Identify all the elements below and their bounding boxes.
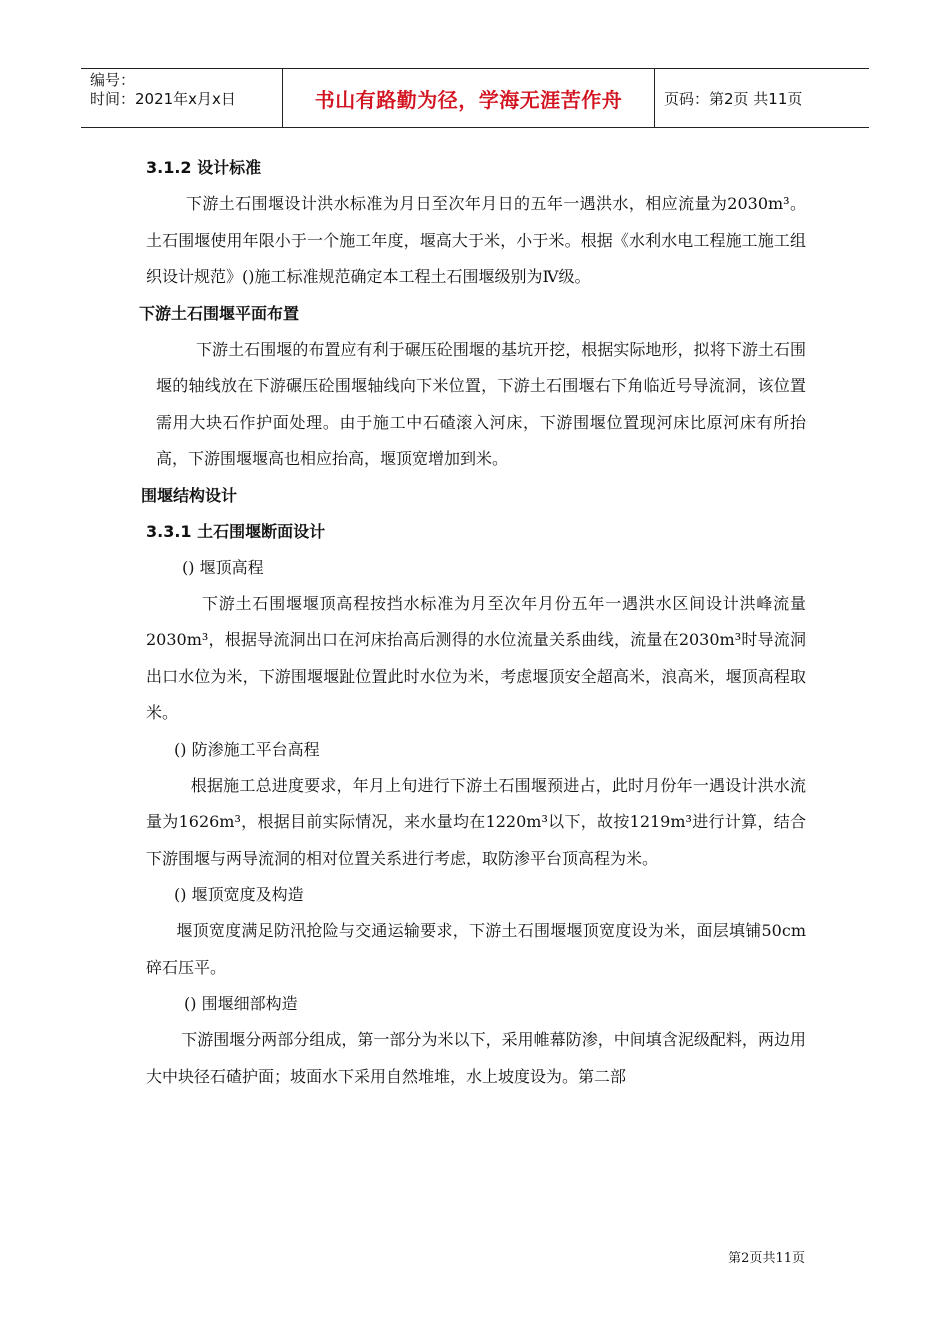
page-header — [81, 68, 869, 128]
time-label: 时间：2021年x月x日 — [90, 90, 236, 108]
paragraph-crest-elevation: 下游土石围堰堰顶高程按挡水标准为月至次年月份五年一遇洪水区间设计洪峰流量2030m³，根据导流洞出口在河床抬高后测得的水位流量关系曲线，流量在2030m³时导流洞出口水位为米，下游围堰堰趾位置此时水位为米，考虑堰顶安全超高米，浪高米，堰顶高程取米。 — [146, 593, 806, 722]
heading-3-3-1: 3.3.1 土石围堰断面设计 — [146, 521, 326, 541]
code-label: 编号： — [90, 71, 136, 89]
page-footer: 第2页共11页 — [728, 1251, 805, 1266]
heading-3-1-2: 3.1.2 设计标准 — [146, 158, 262, 177]
paragraph-detail-structure: 下游围堰分两部分组成，第一部分为米以下，采用帷幕防渗，中间填含泥级配料，两边用大中块径石碴护面；坡面水下采用自然堆堆，水上坡度设为。第二部 — [146, 1030, 806, 1086]
paragraph-seepage-platform: 根据施工总进度要求，年月上旬进行下游土石围堰预进占，此时月份年一遇设计洪水流量为1626m³，根据目前实际情况，来水量均在1220m³以下，故按1219m³进行计算，结合下游围堰与两导流洞的相对位置关系进行考虑，取防渗平台顶高程为米。 — [146, 775, 806, 868]
document-body — [139, 150, 806, 1095]
subheading-crest-elevation: () 堰顶高程 — [182, 557, 264, 577]
subheading-crest-width: () 堰顶宽度及构造 — [174, 885, 304, 904]
motto-text: 书山有路勤为径，学海无涯苦作舟 — [314, 87, 623, 112]
paragraph-layout: 下游土石围堰的布置应有利于碾压砼围堰的基坑开挖，根据实际地形，拟将下游土石围堰的轴线放在下游碾压砼围堰轴线向下米位置，下游土石围堰右下角临近号导流洞，该位置需用大块石作护面处理。由于施工中石碴滚入河床，下游围堰位置现河床比原河床有所抬高，下游围堰堰高也相应抬高，堰顶宽增加到米。 — [156, 339, 806, 468]
subheading-detail-structure: () 围堰细部构造 — [184, 994, 298, 1013]
paragraph-design-standard: 下游土石围堰设计洪水标准为月日至次年月日的五年一遇洪水，相应流量为2030m³。土石围堰使用年限小于一个施工年度，堰高大于米，小于米。根据《水利水电工程施工施工组织设计规范》()施工标准规范确定本工程土石围堰级别为Ⅳ级。 — [146, 194, 806, 286]
paragraph-crest-width: 堰顶宽度满足防汛抢险与交通运输要求，下游土石围堰堰顶宽度设为米，面层填铺50cm碎石压平。 — [146, 921, 806, 977]
heading-layout: 下游土石围堰平面布置 — [139, 303, 300, 323]
header-motto — [282, 69, 655, 127]
header-meta — [81, 69, 282, 127]
header-page-info: 页码：第2页 共11页 — [664, 89, 803, 108]
subheading-seepage-platform: () 防渗施工平台高程 — [174, 739, 320, 759]
heading-structure: 围堰结构设计 — [141, 485, 238, 505]
